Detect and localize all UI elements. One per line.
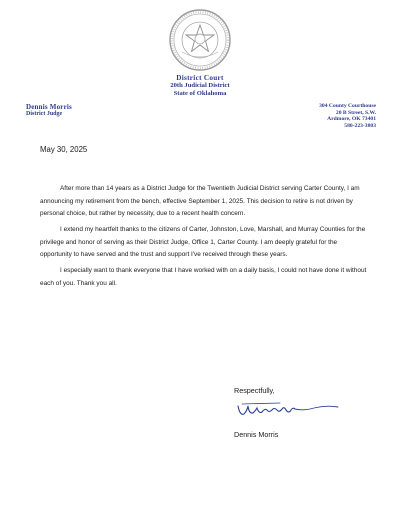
address-line: Ardmore, OK 73401 [327,116,376,123]
court-address [319,103,376,129]
signer-name: Dennis Morris [234,430,279,439]
body-paragraph: After more than 14 years as a District Judge for the Twentieth Judicial District serving Carter County, I am announcing my retirement from the bench, effective September 1, 2025. This decision to retire is not driven by personal choice, but rather by necessity, due to a recent health concern. [40,185,360,218]
signature-stroke [234,398,344,420]
address-line: 20 B Street, S.W. [335,109,376,116]
handwritten-signature [234,398,344,420]
judge-block [26,103,72,118]
body-paragraph: I especially want to thank everyone that I have worked with on a daily basis, I could not have done it without each of you. Thank you all. [40,267,367,287]
court-state: State of Oklahoma [173,89,227,97]
closing-line: Respectfully, [234,386,275,395]
court-heading [0,74,400,97]
letter-date: May 30, 2025 [40,145,88,154]
judge-name: Dennis Morris [26,103,72,111]
seal-graphic [168,8,232,72]
judge-title: District Judge [26,111,63,117]
court-district: 20th Judicial District [170,82,230,89]
court-name: District Court [176,74,224,82]
state-seal [168,8,232,72]
letter-body [40,183,370,294]
phone-number: 580-223-3803 [344,122,376,129]
address-line: 304 County Courthouse [319,103,376,109]
body-paragraph: I extend my heartfelt thanks to the citizens of Carter, Johnston, Love, Marshall, and Murray Counties for the privilege and honor of serving as their District Judge, Office 1, Carter County. I am deeply grateful for the opportunity to have served and the trust and support I've received through these years. [40,226,366,259]
